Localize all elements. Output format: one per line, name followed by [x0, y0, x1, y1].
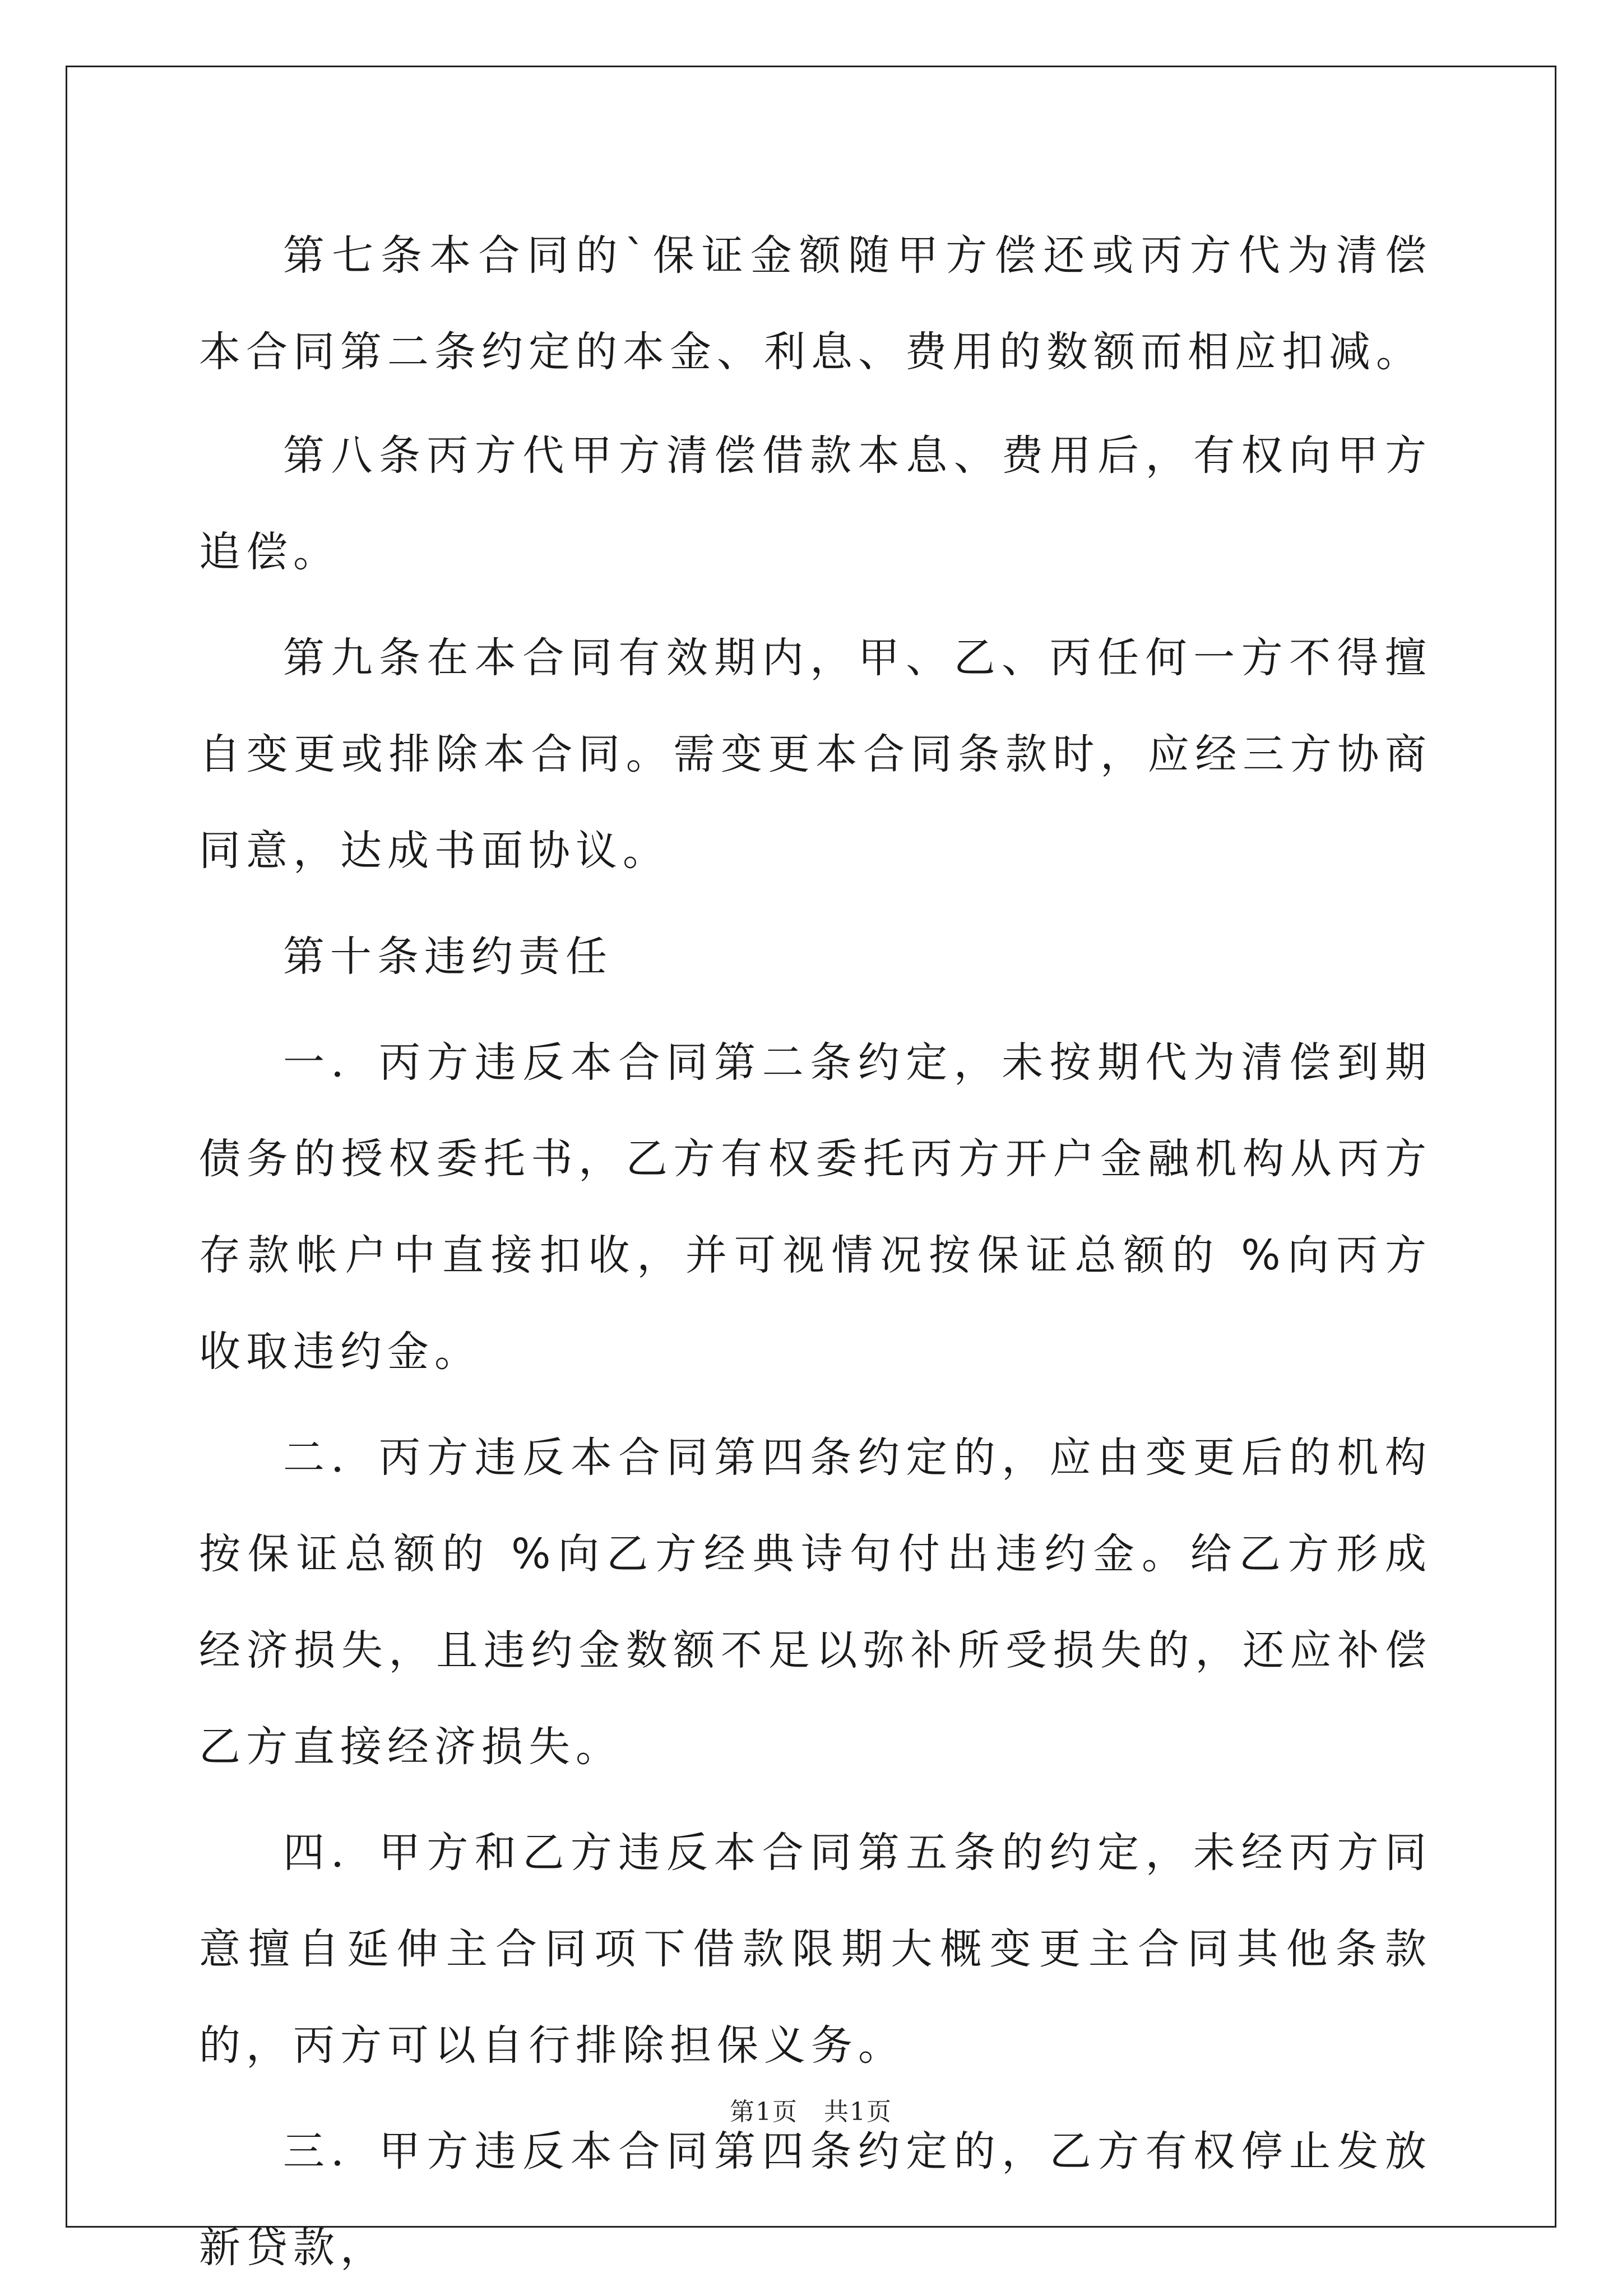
paragraph-article-9: 第九条在本合同有效期内，甲、乙、丙任何一方不得擅自变更或排除本合同。需变更本合同条款时，应经三方协商同意，达成书面协议。 [199, 634, 1432, 875]
paragraph-clause-4: 四．甲方和乙方违反本合同第五条的约定，未经丙方同意擅自延伸主合同项下借款限期大概变更主合同其他条款的，丙方可以自行排除担保义务。 [199, 1829, 1432, 2070]
paragraph-article-8: 第八条丙方代甲方清偿借款本息、费用后，有权向甲方追偿。 [199, 432, 1432, 576]
paragraph-article-10-heading: 第十条违约责任 [283, 933, 613, 981]
paragraph-clause-1: 一．丙方违反本合同第二条约定，未按期代为清偿到期债务的授权委托书，乙方有权委托丙方开户金融机构从丙方存款帐户中直接扣收，并可视情况按保证总额的 %向丙方收取违约金。 [199, 1038, 1432, 1376]
paragraph-article-7: 第七条本合同的`保证金额随甲方偿还或丙方代为清偿本合同第二条约定的本金、利息、费用的数额而相应扣减。 [199, 231, 1432, 376]
page-number-footer: 第1页 共1页 [730, 2098, 892, 2126]
document-body [199, 207, 1432, 2296]
paragraph-clause-2: 二．丙方违反本合同第四条约定的，应由变更后的机构按保证总额的 %向乙方经典诗句付出违约金。给乙方形成经济损失，且违约金数额不足以弥补所受损失的，还应补偿乙方直接经济损失。 [199, 1434, 1432, 1771]
paragraph-clause-3: 三．甲方违反本合同第四条约定的，乙方有权停止发放新贷款， [199, 2127, 1432, 2272]
